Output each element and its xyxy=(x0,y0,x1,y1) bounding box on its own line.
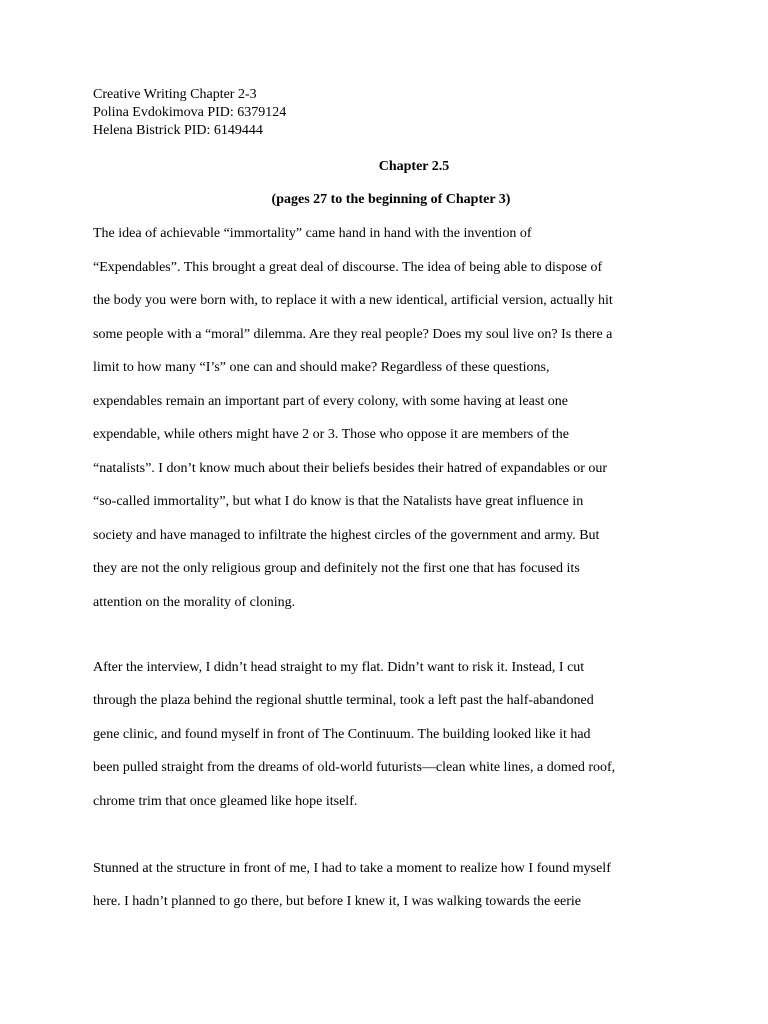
paragraph-1-line: limit to how many “I’s” one can and should make? Regardless of these questions, xyxy=(93,360,550,375)
paragraph-1-line: The idea of achievable “immortality” came hand in hand with the invention of xyxy=(93,226,532,241)
paragraph-1-line: expendable, while others might have 2 or 3. Those who oppose it are members of the xyxy=(93,427,570,442)
paragraph-3-line: Stunned at the structure in front of me, I had to take a moment to realize how I found myself xyxy=(93,861,611,876)
paragraph-1-line: society and have managed to infiltrate the highest circles of the government and army. But xyxy=(93,528,600,543)
paragraph-1-line: attention on the morality of cloning. xyxy=(93,595,296,610)
paragraph-1-line: some people with a “moral” dilemma. Are they real people? Does my soul live on? Is there a xyxy=(93,327,613,342)
header-author-2: Helena Bistrick PID: 6149444 xyxy=(93,123,263,138)
chapter-title: Chapter 2.5 xyxy=(378,159,450,174)
paragraph-1-line: “natalists”. I don’t know much about their beliefs besides their hatred of expandables or our xyxy=(93,461,608,476)
paragraph-2-line: been pulled straight from the dreams of old-world futurists—clean white lines, a domed roof, xyxy=(93,760,616,775)
paragraph-2-line: After the interview, I didn’t head straight to my flat. Didn’t want to risk it. Instead, I cut xyxy=(93,660,585,675)
paragraph-1-line: they are not the only religious group and definitely not the first one that has focused its xyxy=(93,561,580,576)
paragraph-1-line: “so-called immortality”, but what I do know is that the Natalists have great influence in xyxy=(93,494,584,509)
paragraph-2-line: gene clinic, and found myself in front of The Continuum. The building looked like it had xyxy=(93,727,591,742)
paragraph-3-line: here. I hadn’t planned to go there, but before I knew it, I was walking towards the eerie xyxy=(93,894,582,909)
paragraph-2-line: through the plaza behind the regional shuttle terminal, took a left past the half-abandoned xyxy=(93,693,594,708)
paragraph-1-line: expendables remain an important part of every colony, with some having at least one xyxy=(93,394,568,409)
header-course-title: Creative Writing Chapter 2-3 xyxy=(93,87,257,102)
paragraph-2-line: chrome trim that once gleamed like hope itself. xyxy=(93,794,358,809)
paragraph-1-line: the body you were born with, to replace it with a new identical, artificial version, actually hit xyxy=(93,293,613,308)
document-header xyxy=(93,86,286,140)
header-author-1: Polina Evdokimova PID: 6379124 xyxy=(93,105,287,120)
paragraph-1-line: “Expendables”. This brought a great deal of discourse. The idea of being able to dispose of xyxy=(93,260,603,275)
chapter-subtitle: (pages 27 to the beginning of Chapter 3) xyxy=(271,192,511,207)
